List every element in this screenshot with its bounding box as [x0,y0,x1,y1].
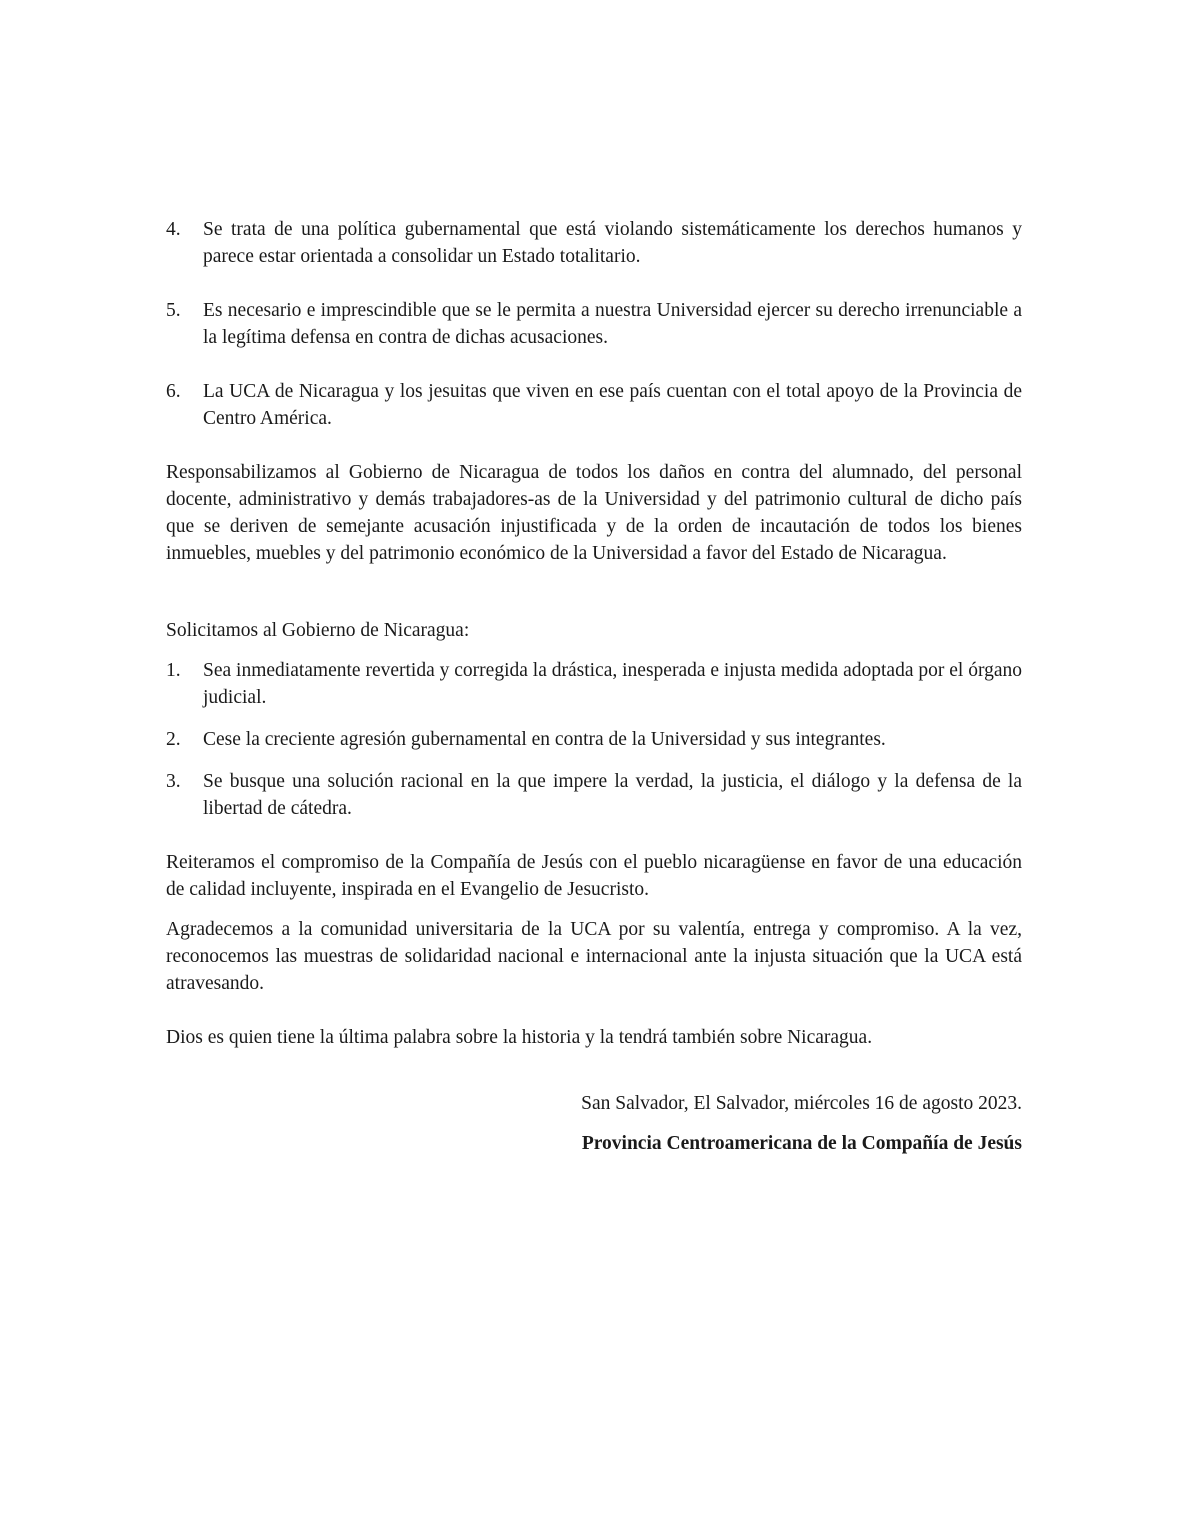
signature: Provincia Centroamericana de la Compañía de Jesús [581,1133,1022,1154]
list-item-text: La UCA de Nicaragua y los jesuitas que viven en ese país cuentan con el total apoyo de la Provincia de Centro América. [203,381,1022,429]
paragraph-reiteramos: Reiteramos el compromiso de la Compañía de Jesús con el pueblo nicaragüense en favor de una educación de calidad incluyente, inspirada en el Evangelio de Jesucristo. [166,852,1022,900]
document-page [166,216,1022,1157]
list-item [166,768,1022,822]
list-item [166,297,1022,351]
paragraph-solicitamos: Solicitamos al Gobierno de Nicaragua: [166,620,470,641]
list-item-number: 4. [166,219,181,240]
list-item [166,216,1022,270]
paragraph-agradecemos: Agradecemos a la comunidad universitaria de la UCA por su valentía, entrega y compromiso. A la vez, reconocemos las muestras de solidaridad nacional e internacional ante la injusta situación que la UCA está atravesando. [166,919,1022,994]
place-and-date: San Salvador, El Salvador, miércoles 16 de agosto 2023. [581,1093,1022,1114]
list-item-number: 2. [166,729,181,750]
list-item [166,378,1022,432]
list-item [166,657,1022,711]
list-item-text: Es necesario e imprescindible que se le permita a nuestra Universidad ejercer su derecho irrenunciable a la legítima defensa en contra de dichas acusaciones. [203,300,1022,348]
list-item-number: 5. [166,300,181,321]
list-item-number: 6. [166,381,181,402]
list-item-number: 3. [166,771,181,792]
paragraph-responsabilizamos: Responsabilizamos al Gobierno de Nicaragua de todos los daños en contra del alumnado, del personal docente, administrativo y demás trabajadores-as de la Universidad y del patrimonio cultural de dicho país que se deriven de semejante acusación injustificada y de la orden de incautación de todos los bienes inmuebles, muebles y del patrimonio económico de la Universidad a favor del Estado de Nicaragua. [166,462,1022,564]
list-item [166,726,1022,753]
paragraph-dios: Dios es quien tiene la última palabra sobre la historia y la tendrá también sobre Nicaragua. [166,1027,873,1048]
list-item-text: Cese la creciente agresión gubernamental en contra de la Universidad y sus integrantes. [203,729,886,750]
list-item-text: Se trata de una política gubernamental que está violando sistemáticamente los derechos humanos y parece estar orientada a consolidar un Estado totalitario. [203,219,1022,267]
list-item-number: 1. [166,660,181,681]
list-item-text: Se busque una solución racional en la que impere la verdad, la justicia, el diálogo y la defensa de la libertad de cátedra. [203,771,1022,819]
list-item-text: Sea inmediatamente revertida y corregida la drástica, inesperada e injusta medida adoptada por el órgano judicial. [203,660,1022,708]
